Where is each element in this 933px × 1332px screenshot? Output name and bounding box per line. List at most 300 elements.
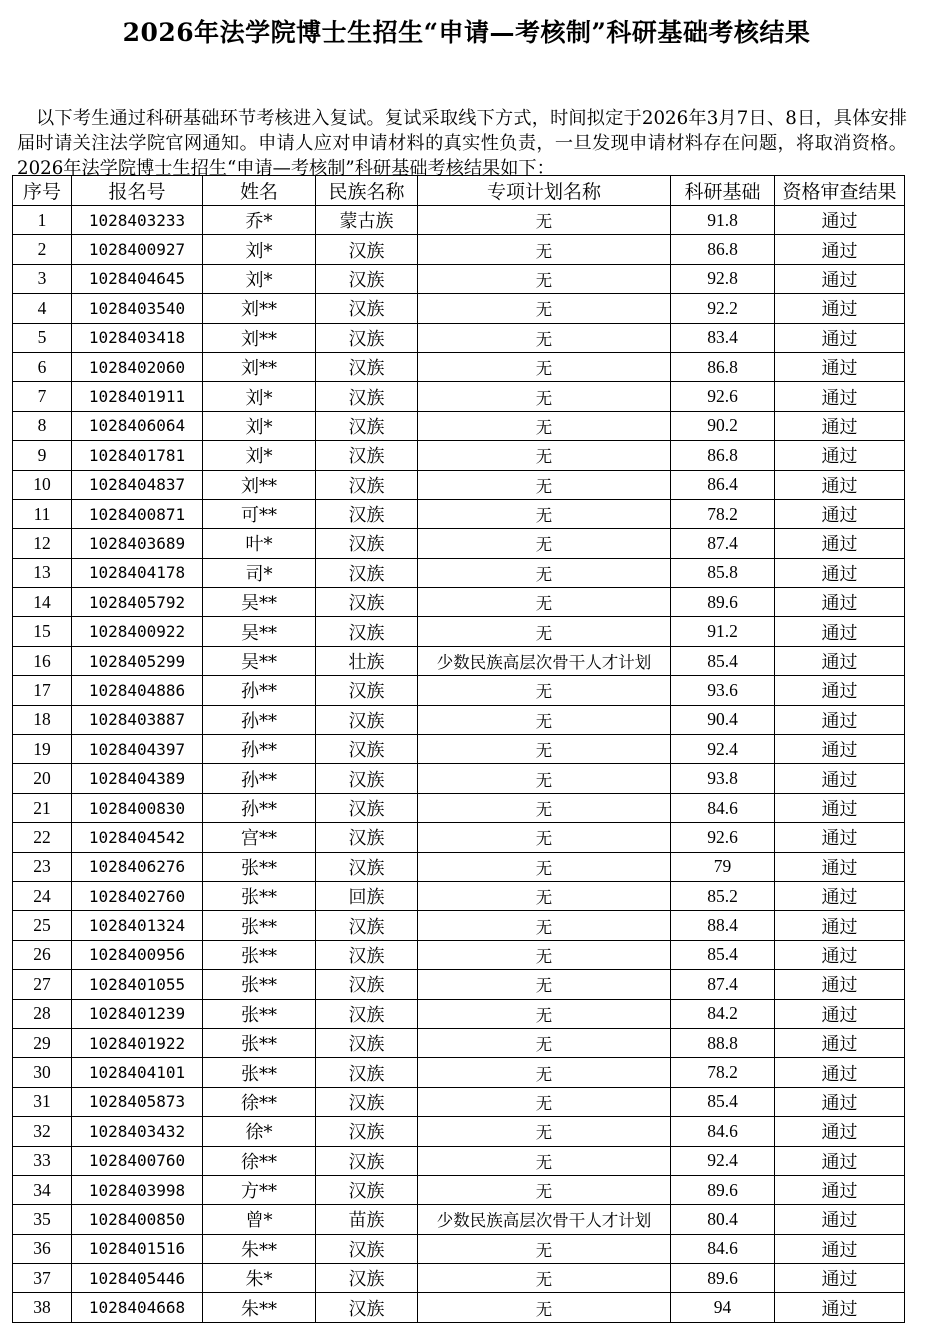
name-cell: 刘** xyxy=(203,323,316,352)
reg-no-cell: 1028404397 xyxy=(72,735,203,764)
ethnicity-cell: 苗族 xyxy=(316,1205,418,1234)
special-plan-cell: 无 xyxy=(418,1028,671,1057)
qualification-result-cell: 通过 xyxy=(775,705,905,734)
qualification-result-cell: 通过 xyxy=(775,382,905,411)
research-score-cell: 89.6 xyxy=(671,588,775,617)
research-score-cell: 84.6 xyxy=(671,1117,775,1146)
name-cell: 可** xyxy=(203,499,316,528)
ethnicity-cell: 汉族 xyxy=(316,235,418,264)
special-plan-cell: 无 xyxy=(418,911,671,940)
seq-cell: 16 xyxy=(13,646,72,675)
seq-cell: 30 xyxy=(13,1058,72,1087)
ethnicity-cell: 汉族 xyxy=(316,411,418,440)
research-score-cell: 92.4 xyxy=(671,1146,775,1175)
name-cell: 孙** xyxy=(203,764,316,793)
ethnicity-cell: 汉族 xyxy=(316,382,418,411)
seq-cell: 12 xyxy=(13,529,72,558)
ethnicity-cell: 壮族 xyxy=(316,646,418,675)
research-score-cell: 88.8 xyxy=(671,1028,775,1057)
ethnicity-cell: 汉族 xyxy=(316,1087,418,1116)
reg-no-cell: 1028404645 xyxy=(72,264,203,293)
table-row xyxy=(13,911,905,940)
qualification-result-cell: 通过 xyxy=(775,1293,905,1322)
research-score-cell: 92.8 xyxy=(671,264,775,293)
ethnicity-cell: 汉族 xyxy=(316,940,418,969)
seq-cell: 11 xyxy=(13,499,72,528)
name-cell: 吴** xyxy=(203,588,316,617)
table-row xyxy=(13,1264,905,1293)
seq-cell: 6 xyxy=(13,352,72,381)
qualification-result-cell: 通过 xyxy=(775,1146,905,1175)
reg-no-cell: 1028404886 xyxy=(72,676,203,705)
seq-cell: 32 xyxy=(13,1117,72,1146)
reg-no-cell: 1028404668 xyxy=(72,1293,203,1322)
special-plan-cell: 无 xyxy=(418,382,671,411)
table-row xyxy=(13,1175,905,1204)
table-row xyxy=(13,940,905,969)
table-row xyxy=(13,1117,905,1146)
table-row xyxy=(13,529,905,558)
table-row xyxy=(13,735,905,764)
table-row xyxy=(13,676,905,705)
ethnicity-cell: 汉族 xyxy=(316,823,418,852)
reg-no-cell: 1028401781 xyxy=(72,441,203,470)
research-score-cell: 86.8 xyxy=(671,352,775,381)
research-score-cell: 88.4 xyxy=(671,911,775,940)
name-cell: 张** xyxy=(203,1028,316,1057)
reg-no-cell: 1028403418 xyxy=(72,323,203,352)
table-row xyxy=(13,1087,905,1116)
seq-cell: 19 xyxy=(13,735,72,764)
seq-cell: 2 xyxy=(13,235,72,264)
qualification-result-cell: 通过 xyxy=(775,735,905,764)
qualification-result-cell: 通过 xyxy=(775,411,905,440)
name-cell: 张** xyxy=(203,1058,316,1087)
special-plan-cell: 无 xyxy=(418,264,671,293)
header-ethnicity: 民族名称 xyxy=(316,176,418,206)
research-score-cell: 92.4 xyxy=(671,735,775,764)
seq-cell: 37 xyxy=(13,1264,72,1293)
name-cell: 孙** xyxy=(203,676,316,705)
reg-no-cell: 1028403998 xyxy=(72,1175,203,1204)
special-plan-cell: 无 xyxy=(418,1234,671,1263)
qualification-result-cell: 通过 xyxy=(775,1087,905,1116)
research-score-cell: 85.4 xyxy=(671,940,775,969)
special-plan-cell: 无 xyxy=(418,1175,671,1204)
ethnicity-cell: 汉族 xyxy=(316,1293,418,1322)
reg-no-cell: 1028401239 xyxy=(72,999,203,1028)
ethnicity-cell: 回族 xyxy=(316,881,418,910)
ethnicity-cell: 汉族 xyxy=(316,352,418,381)
reg-no-cell: 1028403540 xyxy=(72,294,203,323)
reg-no-cell: 1028402060 xyxy=(72,352,203,381)
table-row xyxy=(13,1058,905,1087)
research-score-cell: 85.8 xyxy=(671,558,775,587)
special-plan-cell: 无 xyxy=(418,999,671,1028)
seq-cell: 38 xyxy=(13,1293,72,1322)
ethnicity-cell: 汉族 xyxy=(316,264,418,293)
table-row xyxy=(13,558,905,587)
ethnicity-cell: 汉族 xyxy=(316,588,418,617)
qualification-result-cell: 通过 xyxy=(775,588,905,617)
name-cell: 朱** xyxy=(203,1234,316,1263)
reg-no-cell: 1028405873 xyxy=(72,1087,203,1116)
research-score-cell: 84.6 xyxy=(671,793,775,822)
name-cell: 刘* xyxy=(203,264,316,293)
research-score-cell: 86.4 xyxy=(671,470,775,499)
special-plan-cell: 无 xyxy=(418,617,671,646)
reg-no-cell: 1028402760 xyxy=(72,881,203,910)
reg-no-cell: 1028403233 xyxy=(72,206,203,235)
table-row xyxy=(13,264,905,293)
table-row xyxy=(13,1293,905,1322)
special-plan-cell: 无 xyxy=(418,1087,671,1116)
seq-cell: 13 xyxy=(13,558,72,587)
qualification-result-cell: 通过 xyxy=(775,264,905,293)
table-row xyxy=(13,1205,905,1234)
qualification-result-cell: 通过 xyxy=(775,1058,905,1087)
research-score-cell: 92.2 xyxy=(671,294,775,323)
table-row xyxy=(13,588,905,617)
qualification-result-cell: 通过 xyxy=(775,911,905,940)
ethnicity-cell: 汉族 xyxy=(316,852,418,881)
special-plan-cell: 无 xyxy=(418,558,671,587)
ethnicity-cell: 汉族 xyxy=(316,1146,418,1175)
qualification-result-cell: 通过 xyxy=(775,1028,905,1057)
qualification-result-cell: 通过 xyxy=(775,558,905,587)
results-table xyxy=(12,175,905,1323)
seq-cell: 8 xyxy=(13,411,72,440)
reg-no-cell: 1028403689 xyxy=(72,529,203,558)
research-score-cell: 85.4 xyxy=(671,1087,775,1116)
name-cell: 张** xyxy=(203,881,316,910)
research-score-cell: 80.4 xyxy=(671,1205,775,1234)
table-row xyxy=(13,1028,905,1057)
reg-no-cell: 1028405446 xyxy=(72,1264,203,1293)
table-row xyxy=(13,705,905,734)
seq-cell: 35 xyxy=(13,1205,72,1234)
research-score-cell: 91.2 xyxy=(671,617,775,646)
table-row xyxy=(13,823,905,852)
name-cell: 刘* xyxy=(203,411,316,440)
seq-cell: 25 xyxy=(13,911,72,940)
research-score-cell: 86.8 xyxy=(671,441,775,470)
table-row xyxy=(13,499,905,528)
name-cell: 张** xyxy=(203,940,316,969)
research-score-cell: 78.2 xyxy=(671,499,775,528)
name-cell: 张** xyxy=(203,970,316,999)
name-cell: 刘* xyxy=(203,441,316,470)
name-cell: 张** xyxy=(203,852,316,881)
reg-no-cell: 1028401055 xyxy=(72,970,203,999)
special-plan-cell: 无 xyxy=(418,676,671,705)
table-row xyxy=(13,1234,905,1263)
special-plan-cell: 少数民族高层次骨干人才计划 xyxy=(418,646,671,675)
research-score-cell: 90.4 xyxy=(671,705,775,734)
header-name: 姓名 xyxy=(203,176,316,206)
qualification-result-cell: 通过 xyxy=(775,323,905,352)
name-cell: 孙** xyxy=(203,793,316,822)
table-row xyxy=(13,970,905,999)
reg-no-cell: 1028401516 xyxy=(72,1234,203,1263)
seq-cell: 7 xyxy=(13,382,72,411)
special-plan-cell: 无 xyxy=(418,470,671,499)
qualification-result-cell: 通过 xyxy=(775,1234,905,1263)
reg-no-cell: 1028406064 xyxy=(72,411,203,440)
table-row xyxy=(13,323,905,352)
table-row xyxy=(13,382,905,411)
special-plan-cell: 无 xyxy=(418,881,671,910)
ethnicity-cell: 汉族 xyxy=(316,617,418,646)
table-row xyxy=(13,1146,905,1175)
seq-cell: 22 xyxy=(13,823,72,852)
header-qualification-result: 资格审查结果 xyxy=(775,176,905,206)
special-plan-cell: 无 xyxy=(418,235,671,264)
special-plan-cell: 无 xyxy=(418,588,671,617)
ethnicity-cell: 汉族 xyxy=(316,911,418,940)
name-cell: 朱** xyxy=(203,1293,316,1322)
table-row xyxy=(13,852,905,881)
special-plan-cell: 无 xyxy=(418,705,671,734)
name-cell: 乔* xyxy=(203,206,316,235)
ethnicity-cell: 汉族 xyxy=(316,1264,418,1293)
reg-no-cell: 1028400871 xyxy=(72,499,203,528)
table-row xyxy=(13,206,905,235)
qualification-result-cell: 通过 xyxy=(775,206,905,235)
reg-no-cell: 1028400922 xyxy=(72,617,203,646)
seq-cell: 36 xyxy=(13,1234,72,1263)
qualification-result-cell: 通过 xyxy=(775,441,905,470)
qualification-result-cell: 通过 xyxy=(775,852,905,881)
name-cell: 张** xyxy=(203,911,316,940)
research-score-cell: 87.4 xyxy=(671,970,775,999)
ethnicity-cell: 汉族 xyxy=(316,793,418,822)
table-row xyxy=(13,352,905,381)
table-row xyxy=(13,470,905,499)
ethnicity-cell: 汉族 xyxy=(316,558,418,587)
table-row xyxy=(13,764,905,793)
special-plan-cell: 无 xyxy=(418,1117,671,1146)
table-row xyxy=(13,294,905,323)
table-row xyxy=(13,881,905,910)
table-row xyxy=(13,646,905,675)
research-score-cell: 85.4 xyxy=(671,646,775,675)
seq-cell: 29 xyxy=(13,1028,72,1057)
table-row xyxy=(13,441,905,470)
special-plan-cell: 无 xyxy=(418,1058,671,1087)
reg-no-cell: 1028404101 xyxy=(72,1058,203,1087)
qualification-result-cell: 通过 xyxy=(775,676,905,705)
seq-cell: 20 xyxy=(13,764,72,793)
seq-cell: 14 xyxy=(13,588,72,617)
ethnicity-cell: 蒙古族 xyxy=(316,206,418,235)
research-score-cell: 89.6 xyxy=(671,1264,775,1293)
research-score-cell: 84.6 xyxy=(671,1234,775,1263)
qualification-result-cell: 通过 xyxy=(775,881,905,910)
seq-cell: 23 xyxy=(13,852,72,881)
special-plan-cell: 无 xyxy=(418,970,671,999)
qualification-result-cell: 通过 xyxy=(775,1117,905,1146)
name-cell: 朱* xyxy=(203,1264,316,1293)
reg-no-cell: 1028403432 xyxy=(72,1117,203,1146)
name-cell: 刘* xyxy=(203,235,316,264)
research-score-cell: 85.2 xyxy=(671,881,775,910)
special-plan-cell: 无 xyxy=(418,499,671,528)
ethnicity-cell: 汉族 xyxy=(316,294,418,323)
name-cell: 宫** xyxy=(203,823,316,852)
seq-cell: 3 xyxy=(13,264,72,293)
reg-no-cell: 1028403887 xyxy=(72,705,203,734)
seq-cell: 27 xyxy=(13,970,72,999)
ethnicity-cell: 汉族 xyxy=(316,529,418,558)
qualification-result-cell: 通过 xyxy=(775,999,905,1028)
research-score-cell: 79 xyxy=(671,852,775,881)
research-score-cell: 92.6 xyxy=(671,382,775,411)
research-score-cell: 84.2 xyxy=(671,999,775,1028)
ethnicity-cell: 汉族 xyxy=(316,764,418,793)
research-score-cell: 90.2 xyxy=(671,411,775,440)
seq-cell: 10 xyxy=(13,470,72,499)
name-cell: 刘* xyxy=(203,382,316,411)
name-cell: 刘** xyxy=(203,352,316,381)
qualification-result-cell: 通过 xyxy=(775,529,905,558)
research-score-cell: 92.6 xyxy=(671,823,775,852)
qualification-result-cell: 通过 xyxy=(775,940,905,969)
research-score-cell: 87.4 xyxy=(671,529,775,558)
seq-cell: 9 xyxy=(13,441,72,470)
seq-cell: 28 xyxy=(13,999,72,1028)
reg-no-cell: 1028400956 xyxy=(72,940,203,969)
qualification-result-cell: 通过 xyxy=(775,793,905,822)
header-seq: 序号 xyxy=(13,176,72,206)
special-plan-cell: 无 xyxy=(418,1264,671,1293)
reg-no-cell: 1028405299 xyxy=(72,646,203,675)
name-cell: 吴** xyxy=(203,617,316,646)
research-score-cell: 91.8 xyxy=(671,206,775,235)
reg-no-cell: 1028400830 xyxy=(72,793,203,822)
special-plan-cell: 无 xyxy=(418,940,671,969)
table-row xyxy=(13,235,905,264)
reg-no-cell: 1028404837 xyxy=(72,470,203,499)
name-cell: 徐* xyxy=(203,1117,316,1146)
reg-no-cell: 1028400850 xyxy=(72,1205,203,1234)
reg-no-cell: 1028401324 xyxy=(72,911,203,940)
research-score-cell: 94 xyxy=(671,1293,775,1322)
seq-cell: 4 xyxy=(13,294,72,323)
research-score-cell: 78.2 xyxy=(671,1058,775,1087)
research-score-cell: 86.8 xyxy=(671,235,775,264)
reg-no-cell: 1028404389 xyxy=(72,764,203,793)
research-score-cell: 93.6 xyxy=(671,676,775,705)
reg-no-cell: 1028405792 xyxy=(72,588,203,617)
ethnicity-cell: 汉族 xyxy=(316,970,418,999)
page-title: 2026年法学院博士生招生“申请—考核制”科研基础考核结果 xyxy=(122,18,811,47)
header-research-score: 科研基础 xyxy=(671,176,775,206)
table-row xyxy=(13,411,905,440)
seq-cell: 1 xyxy=(13,206,72,235)
table-body xyxy=(13,206,905,1323)
seq-cell: 17 xyxy=(13,676,72,705)
ethnicity-cell: 汉族 xyxy=(316,735,418,764)
research-score-cell: 83.4 xyxy=(671,323,775,352)
ethnicity-cell: 汉族 xyxy=(316,1175,418,1204)
seq-cell: 31 xyxy=(13,1087,72,1116)
ethnicity-cell: 汉族 xyxy=(316,1117,418,1146)
header-special-plan: 专项计划名称 xyxy=(418,176,671,206)
name-cell: 司* xyxy=(203,558,316,587)
special-plan-cell: 无 xyxy=(418,735,671,764)
name-cell: 吴** xyxy=(203,646,316,675)
special-plan-cell: 无 xyxy=(418,352,671,381)
name-cell: 叶* xyxy=(203,529,316,558)
reg-no-cell: 1028406276 xyxy=(72,852,203,881)
name-cell: 徐** xyxy=(203,1146,316,1175)
seq-cell: 33 xyxy=(13,1146,72,1175)
qualification-result-cell: 通过 xyxy=(775,823,905,852)
special-plan-cell: 无 xyxy=(418,206,671,235)
seq-cell: 24 xyxy=(13,881,72,910)
ethnicity-cell: 汉族 xyxy=(316,1058,418,1087)
reg-no-cell: 1028404542 xyxy=(72,823,203,852)
special-plan-cell: 无 xyxy=(418,1146,671,1175)
table-row xyxy=(13,999,905,1028)
header-reg-no: 报名号 xyxy=(72,176,203,206)
reg-no-cell: 1028404178 xyxy=(72,558,203,587)
table-row xyxy=(13,617,905,646)
seq-cell: 21 xyxy=(13,793,72,822)
reg-no-cell: 1028400760 xyxy=(72,1146,203,1175)
ethnicity-cell: 汉族 xyxy=(316,441,418,470)
special-plan-cell: 无 xyxy=(418,852,671,881)
special-plan-cell: 无 xyxy=(418,411,671,440)
special-plan-cell: 无 xyxy=(418,441,671,470)
seq-cell: 34 xyxy=(13,1175,72,1204)
name-cell: 方** xyxy=(203,1175,316,1204)
reg-no-cell: 1028400927 xyxy=(72,235,203,264)
name-cell: 孙** xyxy=(203,735,316,764)
ethnicity-cell: 汉族 xyxy=(316,499,418,528)
special-plan-cell: 少数民族高层次骨干人才计划 xyxy=(418,1205,671,1234)
name-cell: 徐** xyxy=(203,1087,316,1116)
seq-cell: 26 xyxy=(13,940,72,969)
special-plan-cell: 无 xyxy=(418,323,671,352)
table-row xyxy=(13,793,905,822)
name-cell: 孙** xyxy=(203,705,316,734)
special-plan-cell: 无 xyxy=(418,1293,671,1322)
ethnicity-cell: 汉族 xyxy=(316,1028,418,1057)
research-score-cell: 93.8 xyxy=(671,764,775,793)
intro-paragraph: 以下考生通过科研基础环节考核进入复试。复试采取线下方式，时间拟定于2026年3月7日、8日，具体安排届时请关注法学院官网通知。申请人应对申请材料的真实性负责，一旦发现申请材料存在问题，将取消资格。2026年法学院博士生招生“申请—考核制”科研基础考核结果如下： xyxy=(17,108,907,180)
qualification-result-cell: 通过 xyxy=(775,1205,905,1234)
seq-cell: 5 xyxy=(13,323,72,352)
qualification-result-cell: 通过 xyxy=(775,294,905,323)
qualification-result-cell: 通过 xyxy=(775,470,905,499)
seq-cell: 18 xyxy=(13,705,72,734)
name-cell: 刘** xyxy=(203,294,316,323)
table-header-row xyxy=(13,176,905,206)
research-score-cell: 89.6 xyxy=(671,1175,775,1204)
qualification-result-cell: 通过 xyxy=(775,617,905,646)
name-cell: 刘** xyxy=(203,470,316,499)
special-plan-cell: 无 xyxy=(418,764,671,793)
qualification-result-cell: 通过 xyxy=(775,646,905,675)
seq-cell: 15 xyxy=(13,617,72,646)
reg-no-cell: 1028401922 xyxy=(72,1028,203,1057)
special-plan-cell: 无 xyxy=(418,529,671,558)
qualification-result-cell: 通过 xyxy=(775,1175,905,1204)
name-cell: 曾* xyxy=(203,1205,316,1234)
reg-no-cell: 1028401911 xyxy=(72,382,203,411)
